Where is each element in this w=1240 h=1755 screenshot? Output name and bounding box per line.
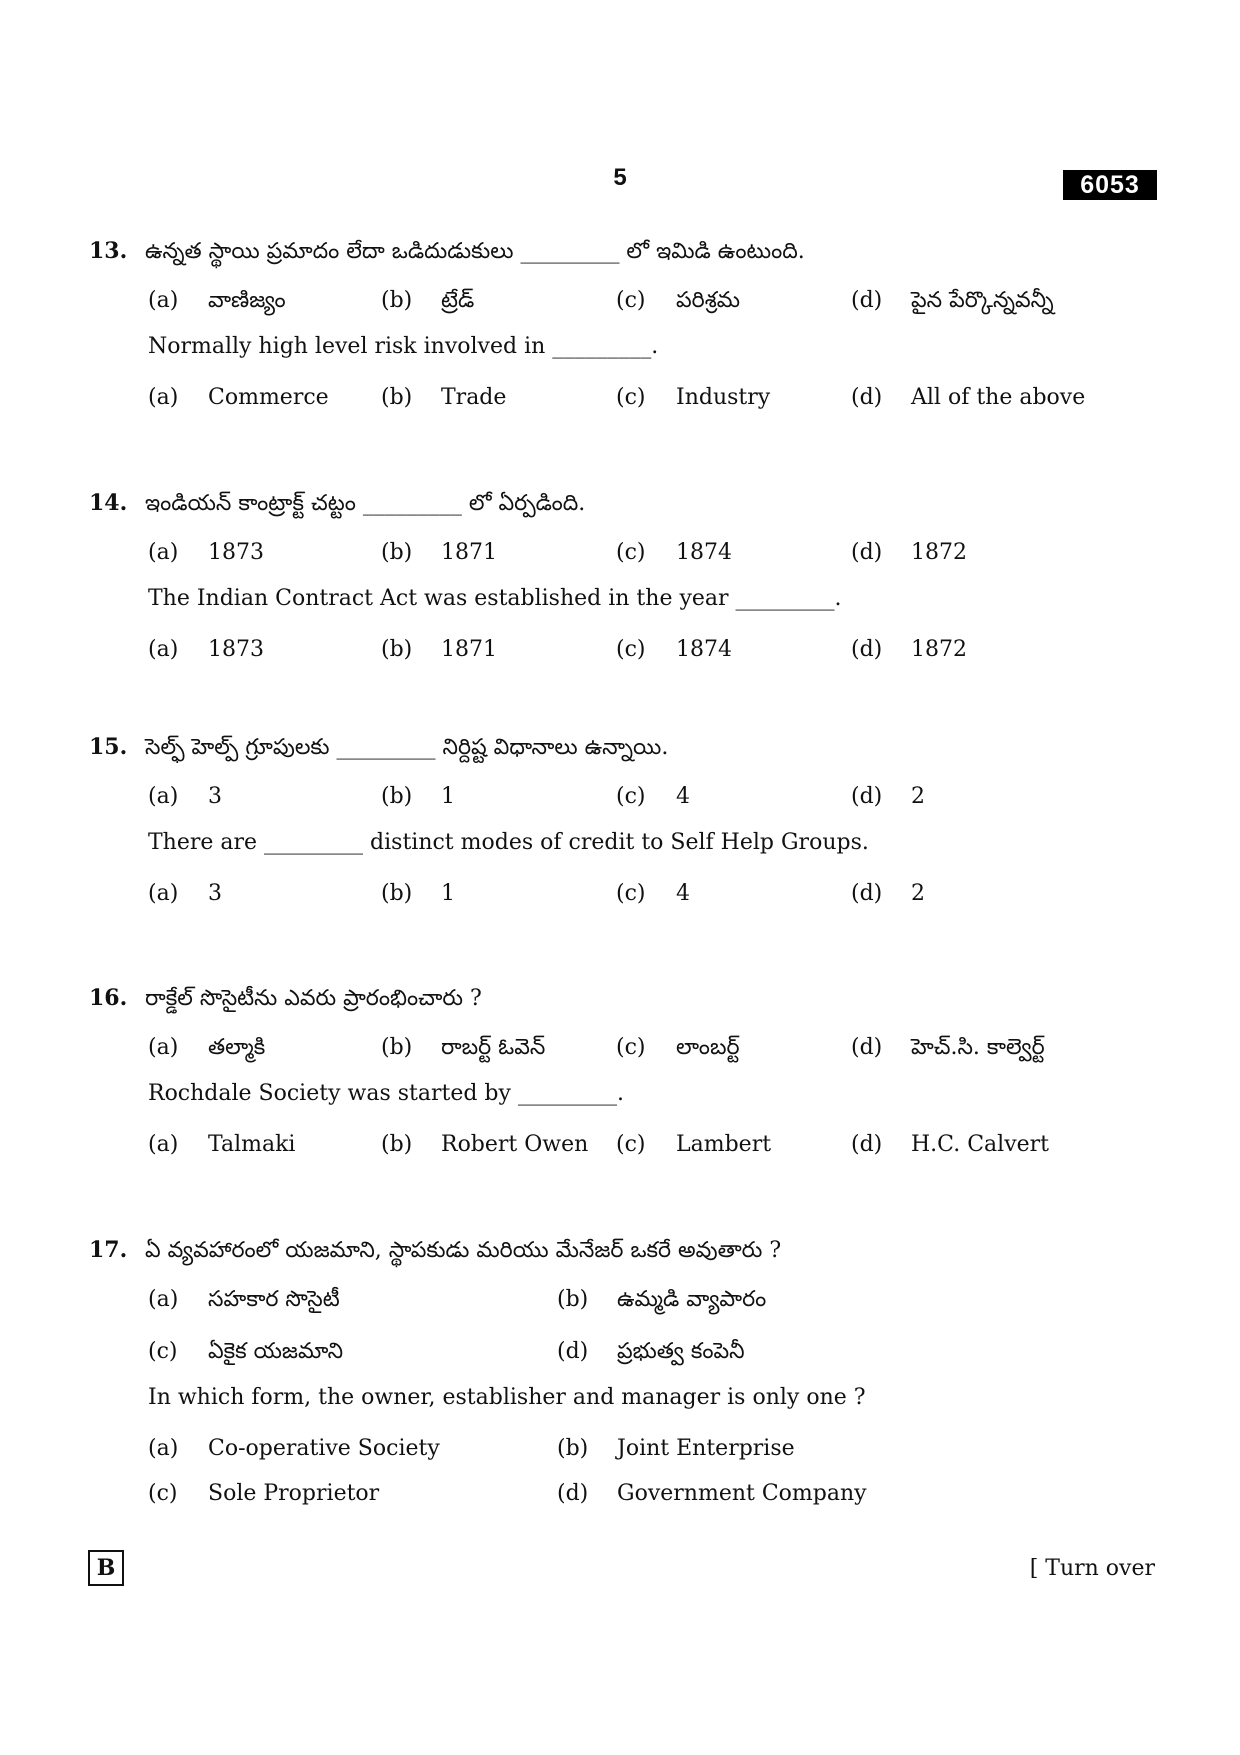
option-text: 1872 — [911, 540, 967, 565]
option-label: (b) — [557, 1436, 589, 1461]
option-text: All of the above — [911, 385, 1086, 410]
option-telugu — [557, 1339, 745, 1369]
question-number: 16. — [89, 985, 128, 1011]
option-text: 1874 — [676, 540, 732, 565]
option-telugu — [148, 784, 222, 809]
question-telugu-text: ఇండియన్ కాంట్రాక్ట్ చట్టం _________ లో ఏర్పడింది. — [145, 491, 586, 516]
option-label: (a) — [148, 288, 179, 313]
option-text: Lambert — [676, 1132, 772, 1157]
option-telugu — [381, 784, 455, 809]
option-text: 1873 — [208, 637, 264, 662]
option-telugu — [381, 540, 497, 565]
option-telugu — [616, 540, 732, 565]
option-label: (c) — [616, 881, 646, 906]
option-text: Commerce — [208, 385, 329, 410]
option-text: 1873 — [208, 540, 264, 565]
option-english — [381, 1132, 588, 1157]
option-english — [148, 1132, 295, 1157]
option-english — [148, 881, 222, 906]
option-telugu — [616, 784, 690, 809]
option-label: (d) — [557, 1339, 589, 1364]
question-telugu — [89, 238, 805, 269]
option-english — [148, 1481, 379, 1506]
option-text: ప్రభుత్వ కంపెనీ — [617, 1339, 745, 1364]
option-telugu — [148, 288, 286, 318]
option-english — [851, 1132, 1049, 1157]
option-english — [148, 385, 329, 410]
option-label: (d) — [851, 1035, 883, 1060]
option-text: 1 — [441, 784, 455, 809]
option-label: (d) — [557, 1481, 589, 1506]
option-text: Government Company — [617, 1481, 867, 1506]
option-telugu — [851, 540, 967, 565]
question-number: 15. — [89, 734, 128, 760]
question-english: Normally high level risk involved in _________. — [148, 334, 659, 359]
option-english — [381, 385, 506, 410]
option-text: 1872 — [911, 637, 967, 662]
option-english — [381, 881, 455, 906]
option-english — [616, 637, 732, 662]
question-telugu — [89, 490, 585, 521]
option-text: Talmaki — [208, 1132, 296, 1157]
option-label: (a) — [148, 881, 179, 906]
option-telugu — [851, 784, 925, 809]
option-telugu — [381, 288, 474, 318]
option-text: 1871 — [441, 540, 497, 565]
question-english: Rochdale Society was started by _________. — [148, 1081, 624, 1106]
question-telugu — [89, 734, 668, 765]
option-english — [616, 881, 690, 906]
option-label: (a) — [148, 540, 179, 565]
option-text: 4 — [676, 784, 690, 809]
question-telugu-text: ఏ వ్యవహారంలో యజమాని, స్థాపకుడు మరియు మేనేజర్ ఒకరే అవుతారు ? — [145, 1238, 782, 1263]
option-text: 3 — [208, 881, 222, 906]
question-telugu-text: సెల్ఫ్ హెల్ప్ గ్రూపులకు _________ నిర్దిష్ట విధానాలు ఉన్నాయి. — [145, 735, 669, 760]
option-text: Joint Enterprise — [617, 1436, 795, 1461]
option-english — [616, 385, 770, 410]
option-text: పైన పేర్కొన్నవన్నీ — [911, 288, 1054, 313]
option-label: (d) — [851, 784, 883, 809]
option-label: (d) — [851, 637, 883, 662]
option-telugu — [557, 1287, 766, 1317]
option-label: (a) — [148, 1035, 179, 1060]
option-telugu — [148, 540, 264, 565]
option-label: (d) — [851, 1132, 883, 1157]
option-text: 2 — [911, 784, 925, 809]
option-label: (d) — [851, 385, 883, 410]
option-telugu — [616, 288, 740, 318]
question-telugu-text: ఉన్నత స్థాయి ప్రమాదం లేదా ఒడిదుడుకులు _________ లో ఇమిడి ఉంటుంది. — [145, 239, 805, 264]
option-label: (a) — [148, 784, 179, 809]
option-label: (a) — [148, 637, 179, 662]
option-label: (c) — [616, 637, 646, 662]
option-label: (b) — [381, 1035, 413, 1060]
option-text: Co-operative Society — [208, 1436, 440, 1461]
option-text: 4 — [676, 881, 690, 906]
option-label: (b) — [381, 881, 413, 906]
page-number: 5 — [613, 164, 627, 191]
option-label: (b) — [381, 1132, 413, 1157]
option-text: లాంబర్ట్ — [676, 1035, 740, 1060]
option-english — [557, 1436, 795, 1461]
option-text: ట్రేడ్ — [441, 288, 475, 313]
option-telugu — [851, 288, 1054, 318]
option-text: సహకార సొసైటీ — [208, 1287, 340, 1312]
option-text: వాణిజ్యం — [208, 288, 286, 313]
option-label: (b) — [381, 784, 413, 809]
option-label: (a) — [148, 1287, 179, 1312]
series-box: B — [88, 1550, 124, 1586]
question-english: The Indian Contract Act was established in the year _________. — [148, 586, 842, 611]
option-text: H.C. Calvert — [911, 1132, 1050, 1157]
option-english — [381, 637, 497, 662]
option-label: (b) — [381, 288, 413, 313]
option-text: పరిశ్రమ — [676, 288, 741, 313]
option-label: (d) — [851, 288, 883, 313]
option-telugu — [851, 1035, 1045, 1065]
option-label: (d) — [851, 540, 883, 565]
turn-over-text: [ Turn over — [1029, 1556, 1155, 1581]
option-text: 1871 — [441, 637, 497, 662]
option-english — [851, 385, 1085, 410]
option-telugu — [148, 1339, 343, 1369]
question-english: There are _________ distinct modes of credit to Self Help Groups. — [148, 830, 869, 855]
option-label: (d) — [851, 881, 883, 906]
option-text: Trade — [441, 385, 507, 410]
option-text: తల్మాకి — [208, 1035, 266, 1060]
option-text: 1 — [441, 881, 455, 906]
option-label: (c) — [616, 385, 646, 410]
option-english — [851, 881, 925, 906]
question-telugu-text: రాక్డేల్ సొసైటీను ఎవరు ప్రారంభించారు ? — [145, 986, 482, 1011]
option-text: ఉమ్మడి వ్యాపారం — [617, 1287, 767, 1312]
option-english — [851, 637, 967, 662]
option-text: రాబర్ట్ ఓవెన్ — [441, 1035, 546, 1060]
option-english — [148, 637, 264, 662]
question-number: 14. — [89, 490, 128, 516]
option-text: Robert Owen — [441, 1132, 589, 1157]
option-text: ఏకైక యజమాని — [208, 1339, 344, 1364]
option-label: (b) — [381, 637, 413, 662]
question-number: 17. — [89, 1237, 128, 1263]
option-english — [616, 1132, 771, 1157]
option-label: (c) — [616, 1035, 646, 1060]
option-label: (c) — [616, 784, 646, 809]
option-text: 3 — [208, 784, 222, 809]
option-english — [148, 1436, 440, 1461]
option-text: Industry — [676, 385, 771, 410]
option-label: (b) — [381, 385, 413, 410]
option-telugu — [381, 1035, 545, 1065]
option-label: (a) — [148, 1436, 179, 1461]
question-number: 13. — [89, 238, 128, 264]
option-english — [557, 1481, 867, 1506]
option-label: (a) — [148, 1132, 179, 1157]
option-label: (b) — [381, 540, 413, 565]
question-telugu — [89, 985, 482, 1016]
question-english: In which form, the owner, establisher and manager is only one ? — [148, 1385, 866, 1410]
option-label: (c) — [148, 1339, 178, 1364]
paper-code-badge: 6053 — [1063, 170, 1157, 200]
option-label: (c) — [148, 1481, 178, 1506]
option-text: హెచ్.సి. కాల్వెర్ట్ — [911, 1035, 1045, 1060]
option-label: (c) — [616, 540, 646, 565]
option-label: (a) — [148, 385, 179, 410]
option-label: (b) — [557, 1287, 589, 1312]
option-telugu — [616, 1035, 740, 1065]
option-text: 2 — [911, 881, 925, 906]
option-label: (c) — [616, 1132, 646, 1157]
option-text: Sole Proprietor — [208, 1481, 380, 1506]
option-telugu — [148, 1035, 265, 1065]
option-text: 1874 — [676, 637, 732, 662]
option-label: (c) — [616, 288, 646, 313]
question-telugu — [89, 1237, 781, 1268]
option-telugu — [148, 1287, 340, 1317]
